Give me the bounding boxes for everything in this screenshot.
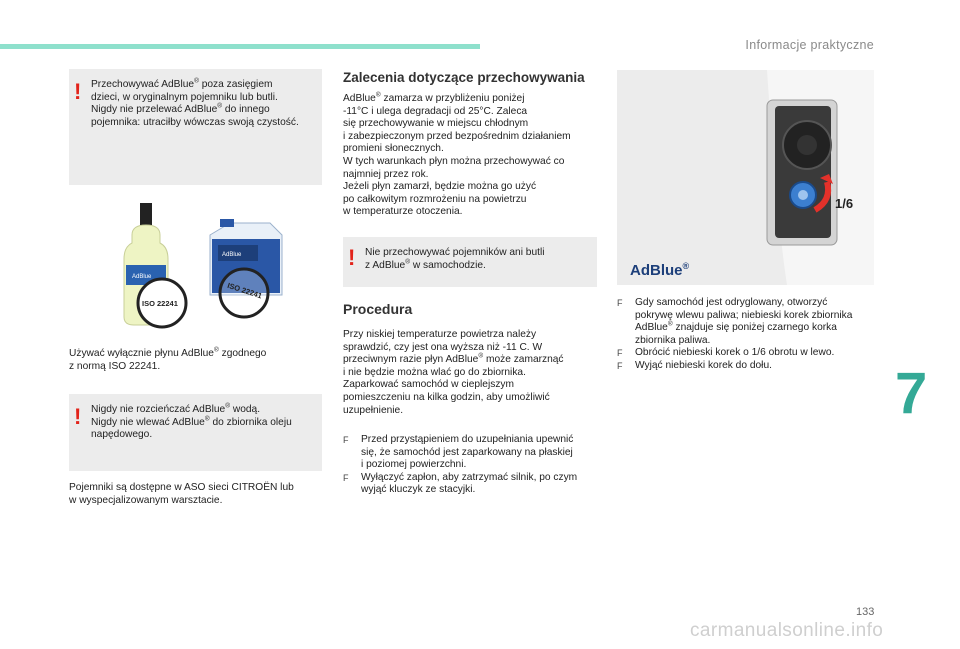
text-line: promieni słonecznych. <box>343 143 444 155</box>
text-line: w temperaturze otoczenia. <box>343 206 463 218</box>
storage-paragraph <box>343 93 598 219</box>
warning-icon: ! <box>348 245 356 270</box>
text-line: i zabezpieczonym przed bezpośrednim działaniem <box>343 130 571 142</box>
text-line: i nie będzie można wlać go do zbiornika. <box>343 366 526 378</box>
text-line: Nie przechowywać pojemników ani butli <box>365 247 545 258</box>
text-line: W tych warunkach płyn można przechowywać co <box>343 155 565 167</box>
iso-badge-text: ISO 22241 <box>142 299 178 308</box>
text-line: się, że samochód jest zaparkowany na płaskiej <box>361 446 573 458</box>
text-line: sprawdzić, czy jest ona wyższa niż -11 C. W <box>343 341 543 353</box>
page-number: 133 <box>856 606 875 618</box>
filler-cap-drawing <box>617 70 874 285</box>
text-line: i poziomej powierzchni. <box>361 459 467 471</box>
canister-label: AdBlue <box>222 252 242 258</box>
text-line: Przechowywać AdBlue® poza zasięgiem <box>91 77 273 90</box>
warning-box-vehicle-storage <box>343 237 597 287</box>
text-line: -11°C i ulega degradacji od 25°C. Zaleca <box>343 105 528 117</box>
bullet-item <box>343 434 601 472</box>
text-line: dzieci, w oryginalnym pojemniku lub butli. <box>91 91 278 103</box>
text-line: Jeżeli płyn zamarzł, będzie można go użyć <box>343 181 537 193</box>
warning-text <box>91 404 314 442</box>
procedure-paragraph <box>343 329 598 417</box>
chapter-number: 7 <box>895 361 928 426</box>
text-line: pojemnika: utraciłby wówczas swoją czystość. <box>91 116 299 128</box>
text-line: przeciwnym razie płyn AdBlue® może zamarznąć <box>343 352 564 366</box>
text-line: zbiornika paliwa. <box>635 334 711 346</box>
procedure-heading: Procedura <box>343 301 413 317</box>
iso-badge-text: ISO 22241 <box>226 280 264 301</box>
text-line: Pojemniki są dostępne w ASO sieci CITROËN lub <box>69 482 294 493</box>
rotation-label: 1/6 <box>835 196 854 211</box>
adblue-bullet-list <box>617 297 879 373</box>
text-line: Używać wyłącznie płynu AdBlue® zgodnego <box>69 346 267 359</box>
warning-text <box>365 247 589 272</box>
adblue-heading: AdBlue® <box>630 261 690 279</box>
text-line: z AdBlue® w samochodzie. <box>365 258 486 271</box>
bullet-marker: F <box>343 472 349 483</box>
bullet-marker: F <box>617 348 623 359</box>
aso-paragraph <box>69 482 322 507</box>
text-line: Gdy samochód jest odryglowany, otworzyć <box>635 297 828 308</box>
text-line: pomieszczeniu na kilka godzin, aby umożliwić <box>343 391 550 403</box>
warning-icon: ! <box>74 79 82 104</box>
text-line: Zaparkować samochód w cieplejszym <box>343 379 514 391</box>
text-line: Wyłączyć zapłon, aby zatrzymać silnik, po czym <box>361 471 578 483</box>
bullet-marker: F <box>617 298 623 308</box>
fuel-filler-illustration <box>617 70 874 285</box>
text-line: po całkowitym rozmrożeniu na powietrzu <box>343 193 527 205</box>
adblue-containers-illustration <box>110 195 295 335</box>
bullet-marker: F <box>343 435 349 445</box>
text-line: z normą ISO 22241. <box>69 360 161 372</box>
storage-heading: Zalecenia dotyczące przechowywania <box>343 70 585 85</box>
text-line: Przed przystąpieniem do uzupełniania upewnić <box>361 434 574 445</box>
warning-box-dilution <box>69 394 322 471</box>
bullet-item <box>617 360 879 373</box>
iso-paragraph <box>69 348 322 373</box>
text-line: pokrywę wlewu paliwa; niebieski korek zbiornika <box>635 309 853 321</box>
header-accent-bar <box>0 44 480 49</box>
bottle-label: AdBlue <box>132 274 152 280</box>
warning-icon: ! <box>74 404 82 429</box>
bullet-marker: F <box>617 360 623 371</box>
bullet-item <box>617 297 879 347</box>
text-line: uzupełnienie. <box>343 404 404 416</box>
text-line: najmniej przez rok. <box>343 168 429 180</box>
text-line: napędowego. <box>91 429 153 441</box>
text-line: AdBlue® znajduje się poniżej czarnego korka <box>635 320 837 334</box>
text-line: Nigdy nie rozcieńczać AdBlue® wodą. <box>91 402 261 415</box>
text-line: AdBlue® zamarza w przybliżeniu poniżej <box>343 91 525 104</box>
warning-text <box>91 79 314 129</box>
warning-box-storage-children <box>69 69 322 185</box>
bullet-item <box>343 472 601 497</box>
text-line: wyjąć kluczyk ze stacyjki. <box>361 484 476 496</box>
text-line: Przy niskiej temperaturze powietrza należy <box>343 329 537 340</box>
text-line: w wyspecjalizowanym warsztacie. <box>69 494 223 506</box>
watermark: carmanualsonline.info <box>690 620 884 641</box>
text-line: Wyjąć niebieski korek do dołu. <box>635 359 772 371</box>
section-title: Informacje praktyczne <box>745 38 874 52</box>
text-line: Nigdy nie wlewać AdBlue® do zbiornika oleju <box>91 415 292 428</box>
procedure-bullet-list <box>343 434 601 497</box>
text-line: Obrócić niebieski korek o 1/6 obrotu w lewo. <box>635 347 835 359</box>
bullet-item <box>617 347 879 360</box>
text-line: Nigdy nie przelewać AdBlue® do innego <box>91 102 270 116</box>
text-line: się przechowywanie w miejscu chłodnym <box>343 118 529 130</box>
